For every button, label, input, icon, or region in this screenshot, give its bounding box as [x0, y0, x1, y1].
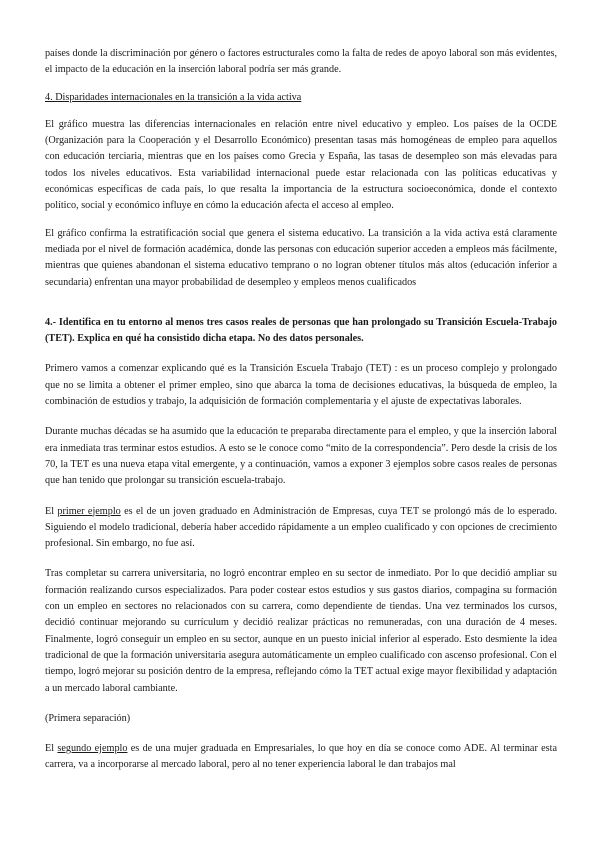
section-4-paragraph-2: El gráfico confirma la estratificación social que genera el sistema educativo. La transición a la vida activa está claramente mediada por el nivel de formación académica, donde las personas con educación superior acceden a empleos más fácilmente, mientras que quienes abandonan el sistema educativo temprano o no logran obtener títulos más altos (educación inferior a secundaria) enfrentan una mayor probabilidad de desempleo y empleos menos cualificados — [45, 227, 557, 288]
answer-paragraph-4: Tras completar su carrera universitaria, no logró encontrar empleo en su sector de inmediato. Por lo que decidió ampliar su formación realizando cursos especializados. Para poder costear estos estudios y sus gastos diarios, compagina su formación con un empleo en sectores no relacionados con su carrera, como dependiente de tiendas. Una vez terminados los cursos, decidió continuar mejorando su currículum y decidió realizar prácticas no remuneradas, con una duración de 4 meses. Finalmente, logró conseguir un empleo en su sector, aunque en un puesto inicial inferior al esperado. Esto desmiente la idea tradicional de que la formación universitaria asegura automáticamente un empleo cualificado con ascenso profesional. Con el tiempo, logró mejorar su posición dentro de la empresa, reflejando cómo la TET actual exige mayor flexibilidad y adaptación a un mercado laboral cambiante. — [45, 568, 557, 694]
example-1-text: es el de un joven graduado en Administración de Empresas, cuya TET se prolongó más de lo esperado. Siguiendo el modelo tradicional, debería haber accedido rápidamente a un empleo cualificado y con opciones de crecimiento profesional. Sin embargo, no fue así. — [45, 505, 557, 550]
example-2-label: segundo ejemplo — [57, 743, 128, 755]
example-2-prefix: El — [45, 743, 58, 755]
answer-paragraph-2: Durante muchas décadas se ha asumido que la educación te preparaba directamente para el empleo, y que la inserción laboral era inmediata tras terminar estos estudios. A esto se le conoce como “mito de la correspondencia”. Pero desde la crisis de los 70, la TET es una nueva etapa vital emergente, y a continuación, vamos a exponer 3 ejemplos sobre casos reales de personas que han tenido que prolongar su transición escuela-trabajo. — [45, 426, 557, 487]
document-page — [45, 46, 557, 774]
separator-note: (Primera separación) — [45, 712, 131, 724]
example-2-text: es de una mujer graduada en Empresariales, lo que hoy en día se conoce como ADE. Al terminar esta carrera, va a incorporarse al mercado laboral, pero al no tener experiencia laboral le dan trabajos mal — [45, 743, 557, 771]
section-4-heading: 4. Disparidades internacionales en la transición a la vida activa — [45, 91, 302, 103]
question-4: 4.- Identifica en tu entorno al menos tres casos reales de personas que han prolongado su Transición Escuela-Trabajo (TET). Explica en qué ha consistido dicha etapa. No des datos personales. — [45, 316, 557, 345]
example-1-paragraph — [45, 504, 557, 553]
answer-paragraph-1: Primero vamos a comenzar explicando qué es la Transición Escuela Trabajo (TET) : es un proceso complejo y prolongado que no se limita a obtener el primer empleo, sino que abarca la toma de decisiones educativas, la búsqueda de empleo, la combinación de estudios y trabajo, la adquisición de formación complementaria y el ajuste de expectativas laborales. — [45, 363, 557, 408]
example-1-label: primer ejemplo — [57, 505, 121, 517]
example-1-prefix: El — [45, 505, 58, 517]
section-4-paragraph-1: El gráfico muestra las diferencias internacionales en relación entre nivel educativo y empleo. Los países de la OCDE (Organización para la Cooperación y el Desarrollo Económico) presentan tasas más homogéneas de empleo para aquellos con educación terciaria, mientras que en los países como Grecia y España, las tasas de desempleo son más elevadas para todos los niveles educativos. Esta variabilidad internacional puede estar relacionada con las políticas educativas y económicas específicas de cada país, lo que resalta la importancia de la estructura socioeconómica, donde el contexto político, social y económico influye en cómo la educación afecta el acceso al empleo. — [45, 118, 557, 212]
intro-paragraph: países donde la discriminación por género o factores estructurales como la falta de redes de apoyo laboral son más evidentes, el impacto de la educación en la inserción laboral podría ser más grande. — [45, 48, 557, 76]
example-2-paragraph — [45, 741, 557, 774]
